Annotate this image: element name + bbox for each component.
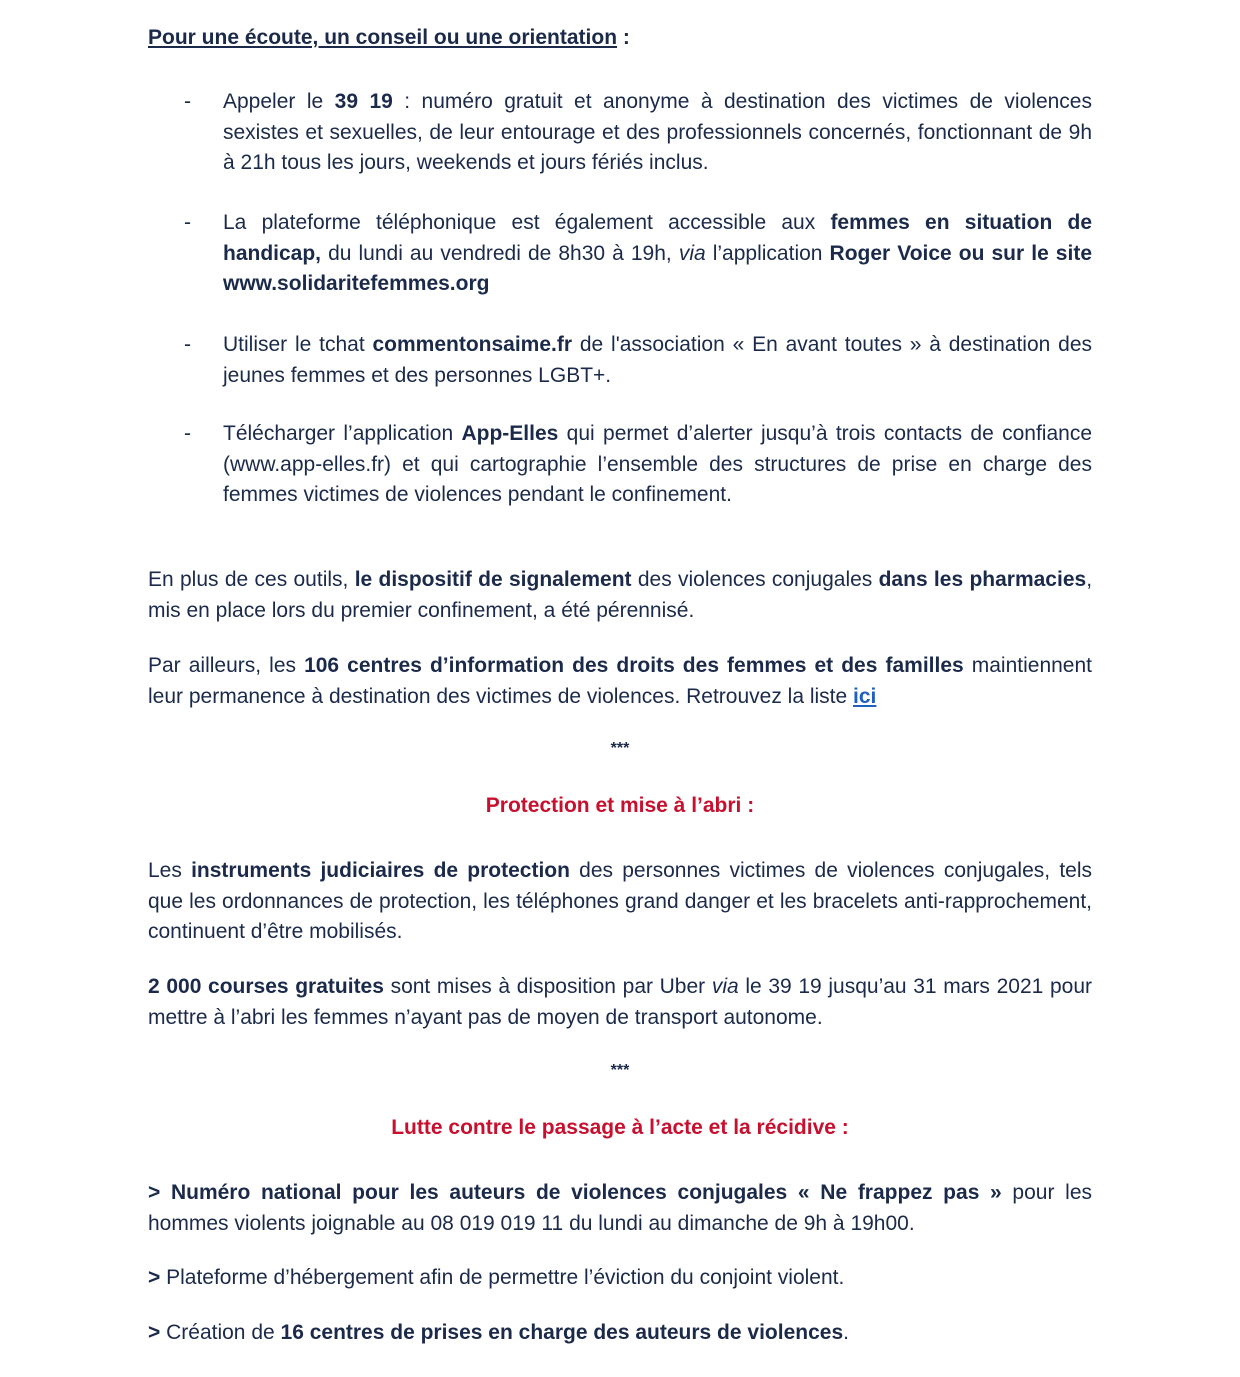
section-title-lutte: Lutte contre le passage à l’acte et la récidive :: [391, 1116, 849, 1139]
text-run: qui permet d’alerter jusqu’à trois contacts de confiance (www.app-elles.fr) et qui cartographie l’ensemble des structures de prise en charge des femmes victimes de violences pendant le confinement.: [223, 422, 1093, 506]
text-run: sont mises à disposition par Uber: [383, 975, 712, 998]
text-run: La plateforme téléphonique est également accessible aux: [223, 211, 831, 234]
bullet-text: [223, 419, 1092, 511]
text-run: maintiennent leur permanence à destination des victimes de violences. Retrouvez la liste: [148, 654, 1092, 708]
list-link[interactable]: ici: [853, 684, 877, 708]
separator-stars: ***: [610, 1062, 630, 1079]
text-run: Utiliser le tchat: [223, 333, 373, 356]
bold-text: 39 19: [334, 90, 393, 113]
bullet-dash: -: [184, 422, 191, 445]
heading-suffix: :: [617, 26, 630, 49]
bold-text: dans les pharmacies: [878, 568, 1087, 591]
bullet-text: [223, 330, 1092, 391]
paragraph-numero-national: [148, 1178, 1092, 1239]
text-run: : numéro gratuit et anonyme à destination des victimes de violences sexistes et sexuelles, de leur entourage et des professionnels concernés, fonctionnant de 9h à 21h tous les jours, weekends et jours fériés inclus.: [223, 90, 1092, 174]
bold-text: >: [148, 1321, 167, 1344]
text-run: des personnes victimes de violences conjugales, tels que les ordonnances de protection, les téléphones grand danger et les bracelets anti-rapprochement, continuent d’être mobilisés.: [148, 859, 1093, 943]
text-run: le 39 19 jusqu’au 31 mars 2021 pour mettre à l’abri les femmes n’ayant pas de moyen de transport autonome.: [148, 975, 1092, 1029]
text-run: Les: [148, 859, 192, 882]
bold-text: > Numéro national pour les auteurs de violences conjugales « Ne frappez pas »: [148, 1181, 1002, 1204]
paragraph-creation: [148, 1318, 1092, 1349]
section-heading-ecoute: [148, 23, 630, 54]
bullet-dash: -: [184, 90, 191, 113]
section-title-protection: Protection et mise à l’abri :: [485, 794, 755, 817]
text-run: , mis en place lors du premier confinement, a été pérennisé.: [148, 568, 1093, 622]
text-run: .: [843, 1321, 849, 1344]
paragraph-pharmacies: [148, 565, 1092, 626]
text-run: du lundi au vendredi de 8h30 à 19h,: [321, 241, 679, 265]
text-run: Télécharger l’application: [223, 422, 462, 445]
paragraph-uber: [148, 972, 1092, 1033]
text-run: de l'association « En avant toutes » à destination des jeunes femmes et des personnes LGBT+.: [223, 333, 1092, 387]
bold-text: instruments judiciaires de protection: [191, 859, 570, 882]
bold-text: 16 centres de prises en charge des auteurs de violences: [280, 1321, 844, 1344]
italic-text: via: [711, 975, 739, 998]
bold-text: >: [148, 1266, 167, 1289]
italic-text: via: [678, 241, 706, 265]
heading-text: Pour une écoute, un conseil ou une orientation: [148, 26, 618, 49]
text-run: En plus de ces outils,: [148, 568, 355, 591]
bold-text: 2 000 courses gratuites: [148, 975, 384, 998]
bullet-text: [223, 208, 1092, 300]
text-run: Création de: [166, 1321, 281, 1344]
bold-text: le dispositif de signalement: [354, 568, 632, 591]
separator-stars: ***: [610, 740, 630, 757]
bullet-dash: -: [184, 333, 191, 356]
paragraph-plateforme: [148, 1263, 1092, 1294]
paragraph-instruments: [148, 856, 1092, 948]
text-run: Appeler le: [223, 90, 335, 113]
bold-text: App-Elles: [461, 422, 559, 445]
text-run: Par ailleurs, les: [148, 654, 305, 677]
text-run: pour les hommes violents joignable au 08 019 019 11 du lundi au dimanche de 9h à 19h00.: [148, 1181, 1092, 1235]
text-run: l’application: [705, 241, 830, 265]
bold-text: femmes en situation de handicap,: [223, 211, 1093, 265]
bold-text: commentonsaime.fr: [372, 333, 573, 356]
text-run: Plateforme d’hébergement afin de permettre l’éviction du conjoint violent.: [166, 1266, 845, 1289]
bold-text: 106 centres d’information des droits des femmes et des familles: [304, 654, 964, 677]
bullet-dash: -: [184, 211, 191, 234]
bold-text: Roger Voice ou sur le site www.solidaritefemmes.org: [223, 241, 1092, 295]
bullet-text: [223, 87, 1092, 179]
paragraph-centres: [148, 651, 1092, 712]
text-run: des violences conjugales: [631, 568, 879, 591]
